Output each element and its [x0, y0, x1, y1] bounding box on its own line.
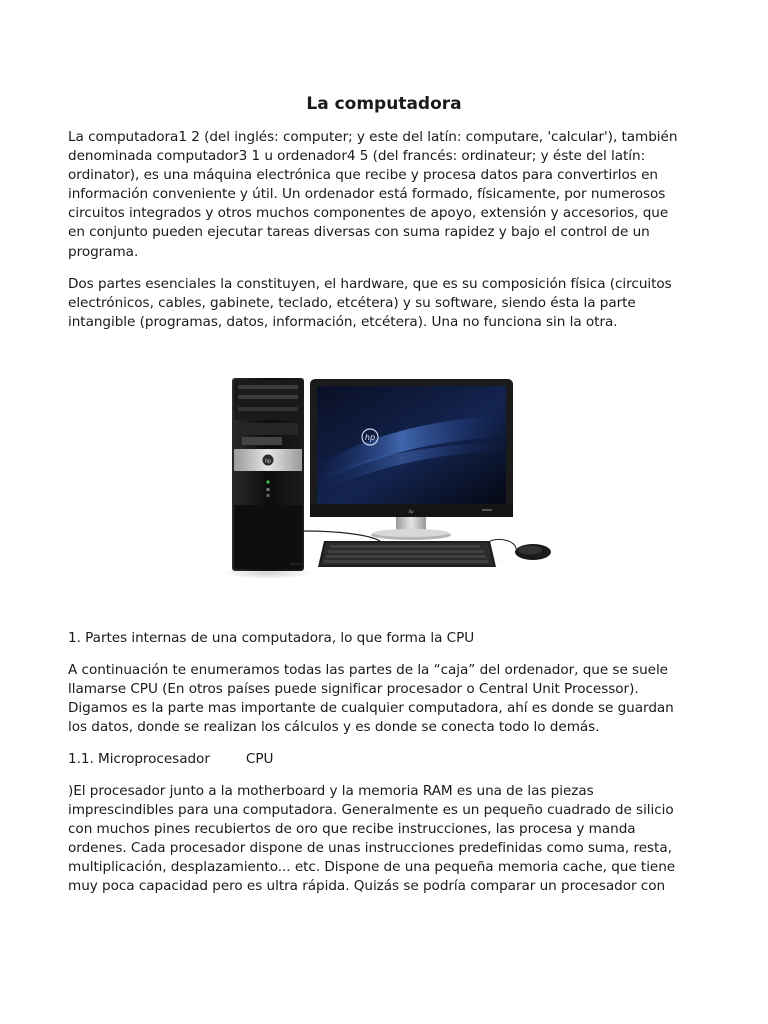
svg-text:Pavilion: Pavilion	[290, 562, 302, 566]
text-line: imprescindibles para una computadora. Generalmente es un pequeño cuadrado de silicio	[68, 802, 674, 819]
text-line: A continuación te enumeramos todas las partes de la “caja” del ordenador, que se suele	[68, 662, 668, 678]
keyboard	[318, 541, 496, 567]
text-line: multiplicación, desplazamiento... etc. Dispone de una pequeña memoria cache, que tiene	[68, 859, 676, 876]
intro-paragraph	[68, 128, 708, 262]
page-title: La computadora	[306, 94, 462, 114]
text-line: La computadora1 2 (del inglés: computer; y este del latín: computare, 'calcular'), también	[68, 129, 678, 145]
text-line: ordenes. Cada procesador dispone de unas instrucciones predefinidas como suma, resta,	[68, 840, 672, 857]
hardware-software-paragraph	[68, 275, 708, 332]
text-line: muy poca capacidad pero es ultra rápida. Quizás se podría comparar un procesador con	[68, 878, 666, 895]
section-1-1-tag: CPU	[245, 751, 274, 767]
text-line: Dos partes esenciales la constituyen, el hardware, que es su composición física (circuitos	[68, 276, 672, 292]
section-1-heading: 1. Partes internas de una computadora, lo que forma la CPU	[68, 630, 475, 646]
computer-illustration	[220, 345, 566, 585]
svg-text:hp: hp	[364, 433, 376, 442]
text-line: intangible (programas, datos, información, etcétera). Una no funciona sin la otra.	[68, 314, 618, 331]
mouse	[490, 539, 551, 560]
text-line: programa.	[68, 243, 139, 260]
text-line: Digamos es la parte mas importante de cualquier computadora, ahí es donde se guardan	[68, 700, 674, 717]
cpu-intro-paragraph	[68, 661, 708, 737]
section-1-1-label: 1.1. Microprocesador	[68, 751, 210, 767]
text-line: con muchos pines recubiertos de oro que recibe instrucciones, las procesa y manda	[68, 821, 636, 838]
monitor	[310, 379, 513, 540]
section-1-1-heading	[68, 750, 708, 769]
tower-case	[232, 378, 304, 571]
processor-paragraph	[68, 782, 708, 897]
text-line: )El procesador junto a la motherboard y la memoria RAM es una de las piezas	[68, 783, 594, 799]
svg-text:hp: hp	[408, 509, 414, 514]
text-line: denominada computador3 1 u ordenador4 5 (del francés: ordinateur; y éste del latín:	[68, 148, 646, 165]
text-line: en conjunto pueden ejecutar tareas diversas con suma rapidez y bajo el control de un	[68, 224, 650, 241]
text-line: información conveniente y útil. Un ordenador está formado, físicamente, por numerosos	[68, 186, 666, 203]
text-line: electrónicos, cables, gabinete, teclado, etcétera) y su software, siendo ésta la parte	[68, 295, 636, 312]
text-line: circuitos integrados y otros muchos componentes de apoyo, extensión y accesorios, que	[68, 205, 669, 222]
text-line: ordinator), es una máquina electrónica que recibe y procesa datos para convertirlos en	[68, 167, 658, 184]
svg-text:hp: hp	[264, 458, 272, 465]
text-line: llamarse CPU (En otros países puede significar procesador o Central Unit Processor).	[68, 681, 639, 698]
text-line: los datos, donde se realizan los cálculos y es donde se conecta todo lo demás.	[68, 719, 600, 736]
